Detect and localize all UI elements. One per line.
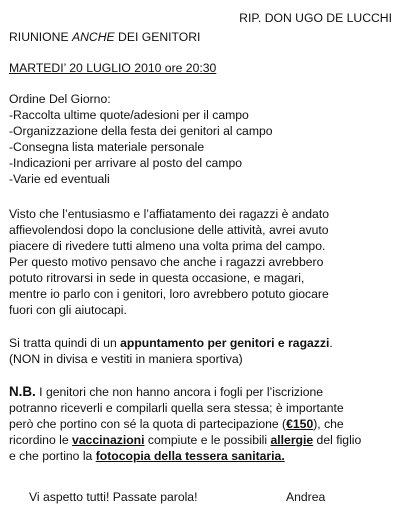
nb-line [9,416,361,432]
paragraph-line: Visto che l’entusiasmo e l’affiatamento dei ragazzi è andato [9,207,330,221]
paragraph-line: affievolendosi dopo la conclusione delle attività, avrei avuto [9,223,329,237]
paragraph-line: potuto ritrovarsi in sede in questa occasione, e magari, [9,271,305,285]
agenda-item: -Organizzazione della festa dei genitori al campo [9,124,273,138]
nb-line: potranno riceverli e compilarli quella sera stessa; è importante [9,401,344,415]
signature-name: Andrea [286,490,326,504]
nb-text: e che portino la [9,449,96,463]
nb-text: I genitori che non hanno ancora i fogli per l’iscrizione [35,385,324,399]
nb-line [9,448,361,464]
paragraph-line: fuori con gli aiutocapi. [9,303,127,317]
nb-line [9,432,361,448]
title-prefix: RIUNIONE [9,30,72,44]
appointment-line [9,335,333,351]
paragraph-line: mentre io parlo con i genitori, loro avrebbero potuto giocare [9,287,329,301]
meeting-datetime: MARTEDI’ 20 LUGLIO 2010 ore 20:30 [9,61,217,75]
agenda [9,91,273,187]
appointment-pre: Si tratta quindi di un [9,336,121,350]
nb-line [9,384,361,400]
appointment-bold: appuntamento per genitori e ragazzi [120,336,330,350]
fee-amount: €150 [286,417,314,431]
agenda-heading: Ordine Del Giorno: [9,92,111,106]
title-suffix: DEI GENITORI [114,30,201,44]
agenda-item: -Raccolta ultime quote/adesioni per il campo [9,108,249,122]
nb-text: compiute e le possibili [144,433,271,447]
nb-text: però che portino con sé la quota di partecipazione ( [9,417,287,431]
paragraph-line: piacere di rivedere tutti almeno una volta prima del campo. [9,239,326,253]
nb-text: ricordino le [9,433,72,447]
vaccinations-emphasis: vaccinazioni [72,433,145,447]
agenda-item: -Varie ed eventuali [9,172,110,186]
agenda-item: -Indicazioni per arrivare al posto del campo [9,156,243,170]
nb-text: ), che [313,417,344,431]
appointment-post: . [329,336,333,350]
closing-greeting: Vi aspetto tutti! Passate parola! [29,490,198,504]
paragraph-intro [9,206,329,318]
agenda-item: -Consegna lista materiale personale [9,140,205,154]
paragraph-line: Per questo motivo pensavo che anche i ragazzi avrebbero [9,255,324,269]
title-emphasis: ANCHE [71,30,115,44]
paragraph-appointment [9,335,333,367]
nb-label: N.B. [9,384,36,399]
nb-text: del figlio [313,433,362,447]
parish-header: RIP. DON UGO DE LUCCHI [239,11,392,25]
meeting-title [9,29,200,45]
allergies-emphasis: allergie [270,433,314,447]
nb-section [9,384,361,464]
health-card-emphasis: fotocopia della tessera sanitaria. [95,449,285,463]
dress-note: (NON in divisa e vestiti in maniera sportiva) [9,352,243,366]
